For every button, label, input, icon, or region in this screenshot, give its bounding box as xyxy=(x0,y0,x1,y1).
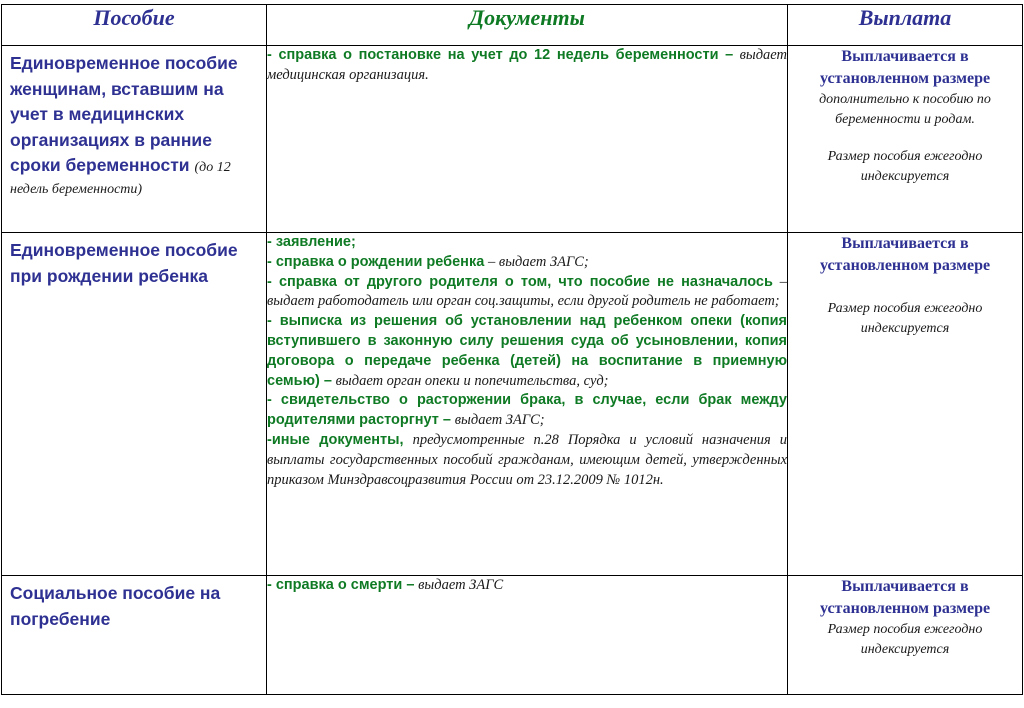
benefit-title: Единовременное пособие женщинам, вставшим на учет в медицинских организациях в ранние сроки беременности xyxy=(10,53,238,175)
payment-cell xyxy=(788,46,1023,233)
benefit-cell xyxy=(2,576,267,695)
payment-extra: дополнительно к пособию по беременности и родам. xyxy=(819,92,991,127)
payment-index: Размер пособия ежегодно индексируется xyxy=(827,301,983,336)
benefit-title: Единовременное пособие при рождении ребенка xyxy=(10,240,238,286)
document-issuer: – выдает ЗАГС; xyxy=(488,253,589,270)
document-required: - справка о постановке на учет до 12 недель беременности – xyxy=(267,47,734,63)
document-item xyxy=(267,253,787,273)
document-item xyxy=(267,312,787,391)
payment-index: Размер пособия ежегодно индексируется xyxy=(827,149,983,184)
table-row xyxy=(2,46,1023,233)
table-row xyxy=(2,576,1023,695)
benefits-table xyxy=(1,4,1023,695)
document-item xyxy=(267,46,787,86)
document-required: - справка о смерти – xyxy=(267,577,415,593)
payment-main: Выплачивается в установленном размере xyxy=(819,48,991,87)
payment-main: Выплачивается в установленном размере xyxy=(819,578,991,617)
benefit-title: Социальное пособие на погребение xyxy=(10,583,221,629)
documents-cell xyxy=(267,46,788,233)
documents-cell xyxy=(267,233,788,576)
document-required: - свидетельство о расторжении брака, в случае, если брак между родителями расторгнут – xyxy=(267,392,787,429)
payment-cell xyxy=(788,576,1023,695)
document-issuer: выдает орган опеки и попечительства, суд; xyxy=(335,372,609,389)
payment-cell xyxy=(788,233,1023,576)
document-item xyxy=(267,576,787,596)
document-required: - выписка из решения об установлении над ребенком опеки (копия вступившего в законную силу решения суда об усыновлении, копия договора о передаче ребенка (детей) на воспитание в приемную семью) – xyxy=(267,313,787,389)
benefit-name xyxy=(2,46,266,199)
header-documents: Документы xyxy=(267,5,788,46)
document-item xyxy=(267,273,787,313)
benefit-note: (до 12 xyxy=(194,160,231,175)
benefit-cell xyxy=(2,233,267,576)
header-row xyxy=(2,5,1023,46)
payment-main: Выплачивается в установленном размере xyxy=(819,235,991,274)
table-row xyxy=(2,233,1023,576)
document-item xyxy=(267,431,787,490)
header-payment: Выплата xyxy=(788,5,1023,46)
document-required: - справка о рождении ребенка xyxy=(267,253,485,270)
header-benefit: Пособие xyxy=(2,5,267,46)
benefit-cell xyxy=(2,46,267,233)
document-item xyxy=(267,391,787,431)
document-required: - справка от другого родителя о том, что пособие не назначалось xyxy=(267,273,773,290)
documents-cell xyxy=(267,576,788,695)
document-required: -иные документы, xyxy=(267,431,404,448)
document-issuer: выдает ЗАГС; xyxy=(454,412,545,429)
payment-index: Размер пособия ежегодно индексируется xyxy=(827,622,983,657)
document-issuer: предусмотренные п.28 Порядка и условий назначения и выплаты государственных пособий гражданам, имеющим детей, утвержденных приказом Минздравсоцразвития России от 23.12.2009 № 1012н. xyxy=(267,431,787,488)
benefit-note-line: недель беременности) xyxy=(10,181,143,197)
document-required: - заявление; xyxy=(267,234,356,250)
document-issuer: выдает медицинская организация. xyxy=(267,47,787,83)
document-issuer: выдает ЗАГС xyxy=(418,577,504,593)
document-issuer: – выдает работодатель или орган соц.защиты, если другой родитель не работает; xyxy=(267,273,787,310)
document-item xyxy=(267,233,787,253)
